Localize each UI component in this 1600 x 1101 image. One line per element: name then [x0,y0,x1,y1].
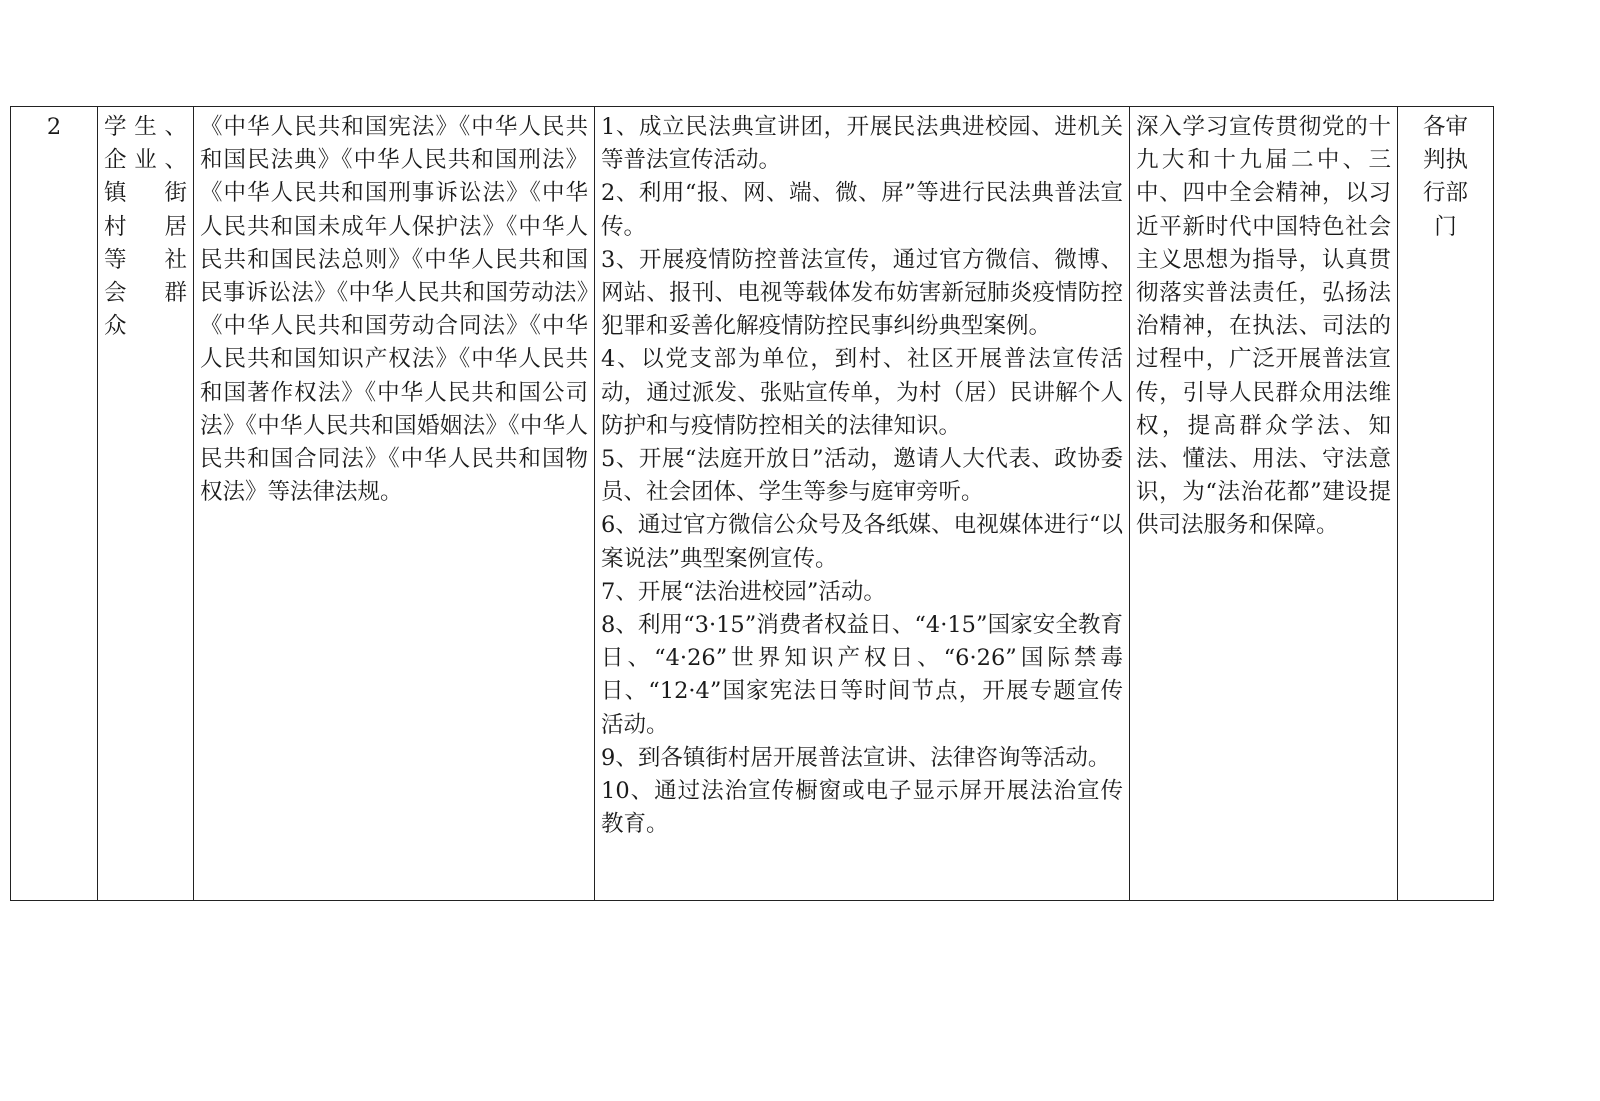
activity-item: 9、到各镇街村居开展普法宣讲、法律咨询等活动。 [601,744,1111,771]
activity-item: 8、利用“3·15”消费者权益日、“4·15”国家安全教育日、“4·26”世界知识产权日、“6·26”国际禁毒日、“12·4”国家宪法日等时间节点，开展专题宣传活动。 [601,612,1123,738]
department-cell [1398,107,1494,901]
goal-cell: 深入学习宣传贯彻党的十九大和十九届二中、三中、四中全会精神，以习近平新时代中国特色社会主义思想为指导，认真贯彻落实普法责任，弘扬法治精神，在执法、司法的过程中，广泛开展普法宣传，引导人民群众用法维权，提高群众学法、知法、懂法、用法、守法意识，为“法治花都”建设提供司法服务和保障。 [1130,107,1398,901]
activities-cell [595,107,1130,901]
target-line: 学生、 [104,114,187,140]
activity-item: 10、通过法治宣传橱窗或电子显示屏开展法治宣传教育。 [601,778,1123,838]
activity-item: 5、开展“法庭开放日”活动，邀请人大代表、政协委员、社会团体、学生等参与庭审旁听。 [601,446,1123,506]
activity-item: 2、利用“报、网、端、微、屏”等进行民法典普法宣传。 [601,180,1123,240]
plan-table [10,106,1494,901]
department-line: 各审 [1422,114,1468,140]
target-line: 众 [104,313,127,340]
activity-item: 4、以党支部为单位，到村、社区开展普法宣传活动，通过派发、张贴宣传单，为村（居）民讲解个人防护和与疫情防控相关的法律知识。 [601,346,1123,439]
target-line: 镇 街 [104,180,187,207]
activity-item: 3、开展疫情防控普法宣传，通过官方微信、微博、网站、报刊、电视等载体发布妨害新冠肺炎疫情防控犯罪和妥善化解疫情防控民事纠纷典型案例。 [601,246,1123,340]
department-line: 行部 [1422,180,1468,207]
target-line: 村 居 [104,213,187,240]
target-audience-cell [98,107,194,901]
target-line: 企业、 [104,147,187,174]
target-line: 等 社 [104,246,187,273]
row-number: 2 [11,107,98,901]
activity-item: 6、通过官方微信公众号及各纸媒、电视媒体进行“以案说法”典型案例宣传。 [601,512,1123,572]
activity-item: 1、成立民法典宣讲团，开展民法典进校园、进机关等普法宣传活动。 [601,114,1123,174]
table-row [11,107,1494,901]
laws-cell: 《中华人民共和国宪法》《中华人民共和国民法典》《中华人民共和国刑法》《中华人民共和国刑事诉讼法》《中华人民共和国未成年人保护法》《中华人民共和国民法总则》《中华人民共和国民事诉讼法》《中华人民共和国劳动法》《中华人民共和国劳动合同法》《中华人民共和国知识产权法》《中华人民共和国著作权法》《中华人民共和国公司法》《中华人民共和国婚姻法》《中华人民共和国合同法》《中华人民共和国物权法》等法律法规。 [194,107,595,901]
activity-item: 7、开展“法治进校园”活动。 [601,578,886,605]
department-line: 门 [1434,213,1457,240]
department-line: 判执 [1422,147,1468,174]
target-line: 会 群 [104,280,187,307]
